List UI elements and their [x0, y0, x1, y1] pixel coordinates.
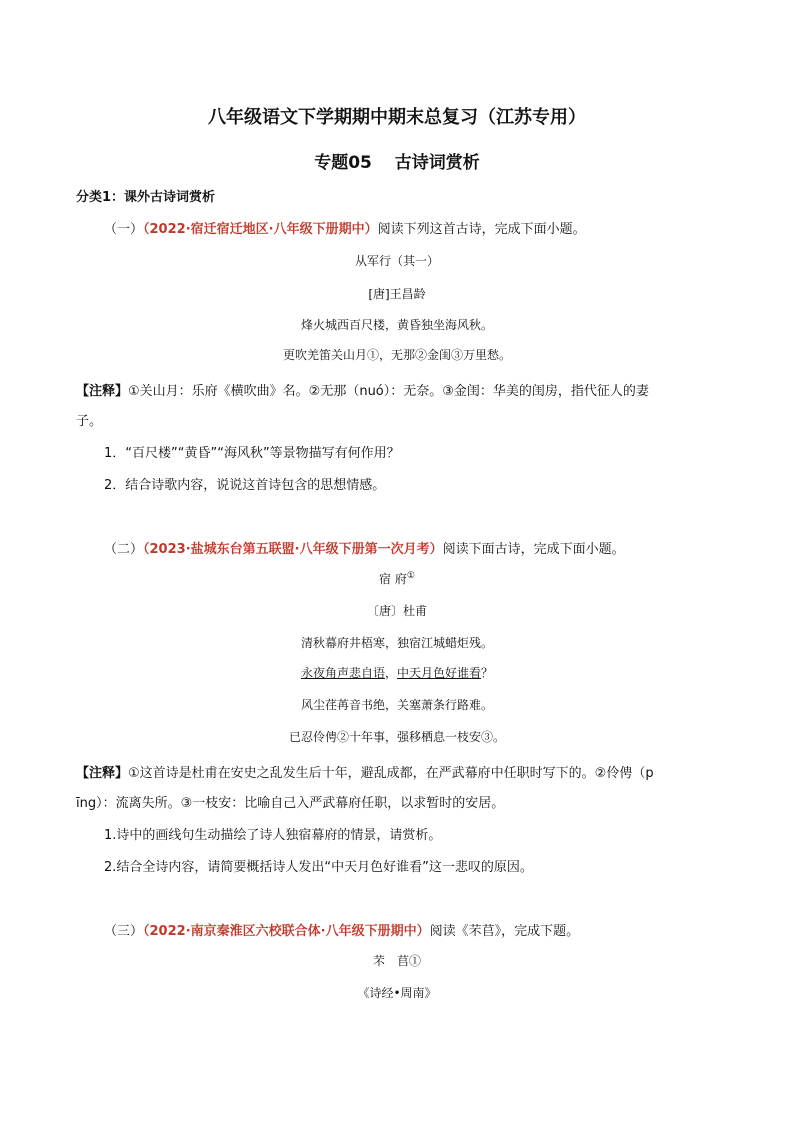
section-3-instruction: 阅读《芣苢》，完成下题。: [429, 924, 580, 939]
poem-2-title: [0, 570, 794, 587]
poem-2-line-4: 已忍伶俜②十年事，强移栖息一枝安③。: [288, 730, 505, 744]
main-title: 八年级语文下学期期中期末总复习（江苏专用）: [208, 107, 586, 128]
poem-2-line-2-end: ？: [481, 666, 494, 680]
section-1-num: （一）: [104, 222, 144, 237]
question-2-2: 2.结合全诗内容，请简要概括诗人发出“中天月色好谁看”这一悲叹的原因。: [104, 860, 533, 875]
section-1-instruction: 阅读下列这首古诗，完成下面小题。: [377, 222, 586, 237]
note-text: ①这首诗是杜甫在安史之乱发生后十年，避乱成都，在严武幕府中任职时写下的。②伶俜（p: [128, 766, 654, 781]
section-1-note: [76, 380, 649, 399]
underlined-line-a: 永夜角声悲自语: [300, 666, 385, 680]
poem-2-line-3: 风尘荏苒音书绝，关塞萧条行路难。: [300, 698, 493, 712]
poem-2-line-1: 清秋幕府井梧寒，独宿江城蜡炬残。: [300, 636, 493, 650]
section-3-heading: [104, 920, 579, 939]
sub-title: 专题05 古诗词赏析: [314, 153, 480, 173]
poem-2-line-2: [0, 664, 794, 681]
section-2-heading: [104, 538, 625, 557]
poem-3-author: 《诗经•周南》: [357, 986, 437, 1000]
question-1-1: 1．“百尺楼”“黄昏”“海风秋”等景物描写有何作用？: [104, 446, 400, 461]
category-label: 分类1：课外古诗词赏析: [76, 190, 216, 205]
poem-2-author: 〔唐〕杜甫: [366, 604, 427, 618]
question-1-2: 2．结合诗歌内容，说说这首诗包含的思想情感。: [104, 478, 386, 493]
section-1-heading: [104, 218, 586, 237]
section-2-instruction: 阅读下面古诗，完成下面小题。: [442, 542, 625, 557]
section-3-source: （2022·南京秦淮区六校联合体·八年级下册期中）: [143, 924, 430, 939]
poem-2-title-text: 宿 府: [379, 572, 407, 586]
section-2-note-cont: īng）：流离失所。③一枝安：比喻自己入严武幕府任职，以求暂时的安居。: [76, 796, 505, 811]
poem-1-title: 从军行（其一）: [354, 254, 439, 268]
poem-1-line-1: 烽火城西百尺楼，黄昏独坐海风秋。: [300, 318, 493, 332]
underlined-line-b: 中天月色好谁看: [397, 666, 482, 680]
poem-1-author: [唐]王昌龄: [368, 287, 426, 301]
section-3-num: （三）: [104, 924, 144, 939]
section-2-num: （二）: [104, 542, 144, 557]
note-text: ①关山月：乐府《横吹曲》名。②无那（nuó）：无奈。③金闺：华美的闺房，指代征人的妻: [128, 384, 649, 399]
poem-2-line-2-mid: ，: [384, 666, 397, 680]
poem-2-title-mark: ①: [406, 571, 415, 581]
note-label: 【注释】: [76, 766, 129, 781]
section-2-source: （2023·盐城东台第五联盟·八年级下册第一次月考）: [143, 542, 443, 557]
poem-1-line-2: 更吹羌笛关山月①，无那②金闺③万里愁。: [282, 348, 511, 362]
section-1-source: （2022·宿迁宿迁地区·八年级下册期中）: [143, 222, 378, 237]
section-1-note-cont: 子。: [76, 414, 103, 429]
section-2-note: [76, 762, 654, 781]
note-label: 【注释】: [76, 384, 129, 399]
question-2-1: 1.诗中的画线句生动描绘了诗人独宿幕府的情景，请赏析。: [104, 828, 442, 843]
poem-3-title: 芣 苢①: [372, 954, 421, 968]
